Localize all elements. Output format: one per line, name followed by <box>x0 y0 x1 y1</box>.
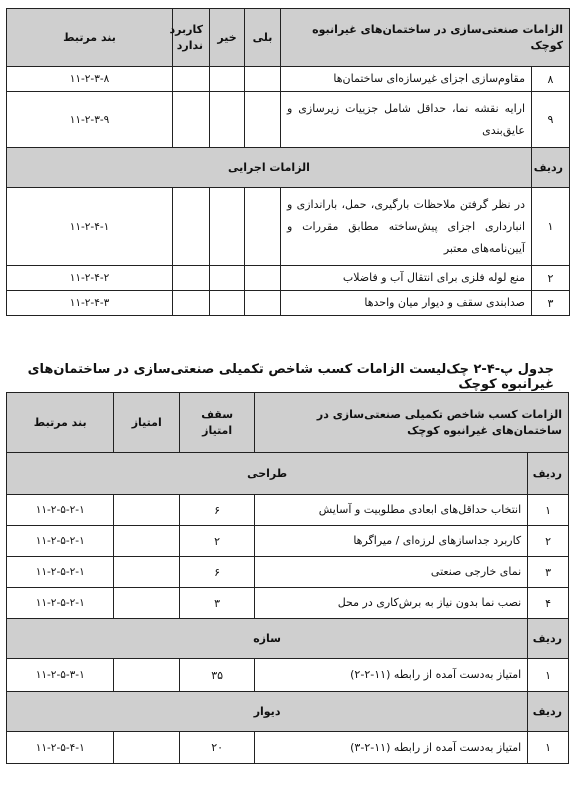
row-reference: ۱۱-۲-۳-۹ <box>7 92 173 148</box>
table1-header-row <box>7 9 570 67</box>
row-number: ۳ <box>528 557 569 588</box>
row-description: صدابندی سقف و دیوار میان واحدها <box>281 291 532 316</box>
row-description: مقاوم‌سازی اجزای غیرسازه‌ای ساختمان‌ها <box>281 67 532 92</box>
table2-caption: جدول پ-۴-۲ چک‌لیست الزامات کسب شاخص تکمیلی صنعتی‌سازی در ساختمان‌های غیرانبوه کوچک <box>27 362 554 392</box>
row-ceiling: ۲ <box>180 526 255 557</box>
yes-cell[interactable] <box>245 188 281 266</box>
score-cell[interactable] <box>114 557 180 588</box>
row-reference: ۱۱-۲-۵-۲-۱ <box>7 495 114 526</box>
section-radif-label: ردیف <box>528 619 569 659</box>
row-description: امتیاز به‌دست آمده از رابطه (۱۱-۲-۲) <box>255 659 528 692</box>
table-row <box>7 659 569 692</box>
na-cell[interactable] <box>173 291 210 316</box>
section-title: سازه <box>7 619 528 659</box>
row-reference: ۱۱-۲-۵-۲-۱ <box>7 557 114 588</box>
table1-header-title: الزامات صنعتی‌سازی در ساختمان‌های غیرانبوه کوچک <box>281 9 570 67</box>
table2-header-title: الزامات کسب شاخص تکمیلی صنعتی‌سازی در ساختمان‌های غیرانبوه کوچک <box>255 393 569 453</box>
table2 <box>6 392 569 764</box>
row-reference: ۱۱-۲-۴-۱ <box>7 188 173 266</box>
row-reference: ۱۱-۲-۵-۳-۱ <box>7 659 114 692</box>
yes-cell[interactable] <box>245 67 281 92</box>
no-cell[interactable] <box>210 92 245 148</box>
section-radif-label: ردیف <box>532 148 570 188</box>
no-cell[interactable] <box>210 291 245 316</box>
score-cell[interactable] <box>114 526 180 557</box>
row-reference: ۱۱-۲-۳-۸ <box>7 67 173 92</box>
row-reference: ۱۱-۲-۵-۴-۱ <box>7 732 114 764</box>
table1-header-no: خیر <box>210 9 245 67</box>
row-ceiling: ۲۰ <box>180 732 255 764</box>
row-number: ۱ <box>528 495 569 526</box>
row-number: ۱ <box>528 659 569 692</box>
row-number: ۳ <box>532 291 570 316</box>
section-title: طراحی <box>7 453 528 495</box>
no-cell[interactable] <box>210 188 245 266</box>
row-reference: ۱۱-۲-۴-۲ <box>7 266 173 291</box>
na-cell[interactable] <box>173 92 210 148</box>
yes-cell[interactable] <box>245 266 281 291</box>
row-reference: ۱۱-۲-۵-۲-۱ <box>7 526 114 557</box>
row-description: در نظر گرفتن ملاحظات بارگیری، حمل، باراندازی و انبارداری اجزای پیش‌ساخته مطابق مقررات و آیین‌نامه‌های معتبر <box>281 188 532 266</box>
section-title: دیوار <box>7 692 528 732</box>
score-cell[interactable] <box>114 588 180 619</box>
table2-header-row <box>7 393 569 453</box>
row-description: نمای خارجی صنعتی <box>255 557 528 588</box>
table2-header-ceiling: سقف امتیاز <box>180 393 255 453</box>
table-row <box>7 495 569 526</box>
section-row <box>7 453 569 495</box>
section-radif-label: ردیف <box>528 692 569 732</box>
table1-header-ref: بند مرتبط <box>7 9 173 67</box>
row-description: کاربرد جداسازهای لرزه‌ای / میراگرها <box>255 526 528 557</box>
table-row <box>7 188 570 266</box>
yes-cell[interactable] <box>245 92 281 148</box>
row-ceiling: ۶ <box>180 495 255 526</box>
row-description: نصب نما بدون نیاز به برش‌کاری در محل <box>255 588 528 619</box>
table-row <box>7 588 569 619</box>
table1-header-yes: بلی <box>245 9 281 67</box>
row-number: ۹ <box>532 92 570 148</box>
row-description: منع لوله فلزی برای انتقال آب و فاضلاب <box>281 266 532 291</box>
row-number: ۱ <box>528 732 569 764</box>
table-row <box>7 557 569 588</box>
na-cell[interactable] <box>173 67 210 92</box>
row-description: ارایه نقشه نما، حداقل شامل جزییات زیرسازی و عایق‌بندی <box>281 92 532 148</box>
row-ceiling: ۳۵ <box>180 659 255 692</box>
section-title: الزامات اجرایی <box>7 148 532 188</box>
row-reference: ۱۱-۲-۴-۳ <box>7 291 173 316</box>
score-cell[interactable] <box>114 495 180 526</box>
row-ceiling: ۶ <box>180 557 255 588</box>
table1-header-na: کاربرد ندارد <box>173 9 210 67</box>
table-row <box>7 67 570 92</box>
yes-cell[interactable] <box>245 291 281 316</box>
table-row <box>7 526 569 557</box>
table-row <box>7 291 570 316</box>
no-cell[interactable] <box>210 266 245 291</box>
row-number: ۴ <box>528 588 569 619</box>
row-number: ۲ <box>528 526 569 557</box>
row-description: انتخاب حداقل‌های ابعادی مطلوبیت و آسایش <box>255 495 528 526</box>
table-row <box>7 92 570 148</box>
table1 <box>6 8 570 316</box>
section-row <box>7 619 569 659</box>
section-row <box>7 148 570 188</box>
row-reference: ۱۱-۲-۵-۲-۱ <box>7 588 114 619</box>
section-radif-label: ردیف <box>528 453 569 495</box>
row-number: ۸ <box>532 67 570 92</box>
no-cell[interactable] <box>210 67 245 92</box>
score-cell[interactable] <box>114 659 180 692</box>
table-row <box>7 266 570 291</box>
row-number: ۲ <box>532 266 570 291</box>
na-cell[interactable] <box>173 188 210 266</box>
table2-header-score: امتیاز <box>114 393 180 453</box>
score-cell[interactable] <box>114 732 180 764</box>
row-number: ۱ <box>532 188 570 266</box>
row-ceiling: ۳ <box>180 588 255 619</box>
na-cell[interactable] <box>173 266 210 291</box>
row-description: امتیاز به‌دست آمده از رابطه (۱۱-۲-۳) <box>255 732 528 764</box>
table2-header-ref: بند مرتبط <box>7 393 114 453</box>
table-row <box>7 732 569 764</box>
section-row <box>7 692 569 732</box>
